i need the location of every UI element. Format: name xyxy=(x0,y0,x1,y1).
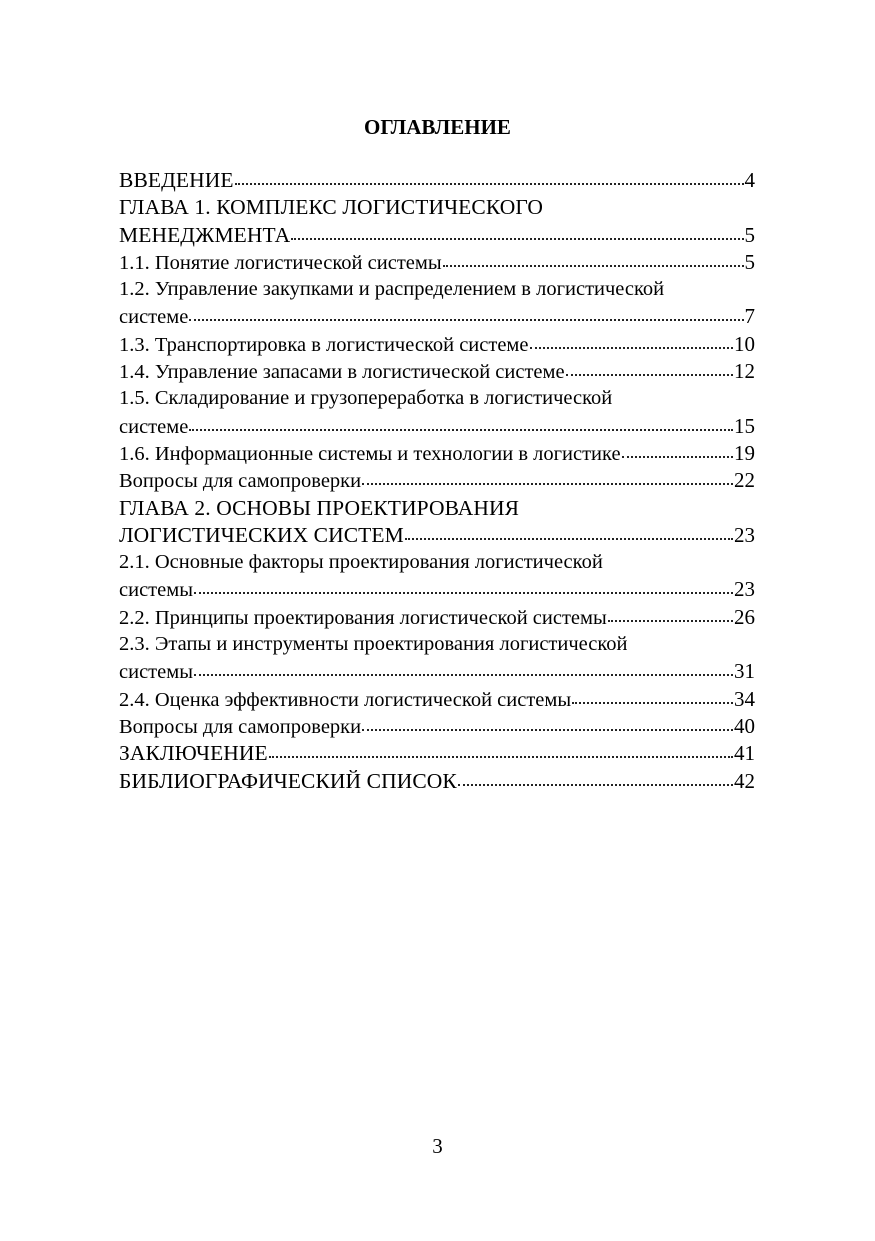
dot-leader xyxy=(269,755,733,758)
toc-entry[interactable] xyxy=(119,576,755,603)
toc-entry-page: 41 xyxy=(734,741,755,766)
toc-entry-page: 34 xyxy=(734,686,755,711)
toc-entry-page: 5 xyxy=(744,222,755,247)
toc-entry-title: 2.4. Оценка эффективности логистической системы xyxy=(119,688,572,711)
toc-entry[interactable] xyxy=(119,658,755,685)
toc-entry-title-line[interactable] xyxy=(119,495,755,522)
dot-leader xyxy=(189,318,743,321)
toc-entry-title: 1.3. Транспортировка в логистической системе xyxy=(119,333,529,356)
dot-leader xyxy=(235,182,744,185)
toc-entry-page: 5 xyxy=(744,249,755,274)
dot-leader xyxy=(362,728,733,731)
toc-entry-title-line[interactable] xyxy=(119,631,755,658)
dot-leader xyxy=(443,264,744,267)
toc-entry-page: 4 xyxy=(744,168,755,192)
dot-leader xyxy=(572,701,733,704)
toc-entry-title: системы xyxy=(119,579,193,602)
toc-entry-title: Вопросы для самопроверки xyxy=(119,715,362,738)
dot-leader xyxy=(194,673,733,676)
toc-entry[interactable] xyxy=(119,222,755,249)
toc-entry[interactable] xyxy=(119,686,755,713)
toc-entry[interactable] xyxy=(119,522,755,549)
toc-entry-page: 15 xyxy=(734,413,755,438)
toc-entry-title-line[interactable] xyxy=(119,276,755,303)
page-number: 3 xyxy=(432,1134,443,1158)
dot-leader xyxy=(362,482,733,485)
toc-entry-page: 12 xyxy=(734,359,755,384)
toc-entry[interactable] xyxy=(119,413,755,440)
dot-leader xyxy=(458,783,733,786)
toc-entry-page: 23 xyxy=(734,522,755,547)
toc-entry-page: 23 xyxy=(734,577,755,602)
dot-leader xyxy=(608,619,733,622)
toc-entry-title: ВВЕДЕНИЕ xyxy=(119,168,234,192)
toc-entry-title: ЛОГИСТИЧЕСКИХ СИСТЕМ xyxy=(119,522,404,547)
toc-entry[interactable] xyxy=(119,331,755,358)
toc-entry-title: МЕНЕДЖМЕНТА xyxy=(119,222,291,247)
toc-entry-title: ГЛАВА 2. ОСНОВЫ ПРОЕКТИРОВАНИЯ xyxy=(119,495,520,520)
toc-entry-title-line[interactable] xyxy=(119,549,755,576)
dot-leader xyxy=(189,428,733,431)
toc-entry[interactable] xyxy=(119,713,755,740)
toc-entry-page: 19 xyxy=(734,440,755,465)
dot-leader xyxy=(405,537,733,540)
toc-entry-title: системе xyxy=(119,415,189,438)
toc-entry-title: 1.5. Складирование и грузопереработка в логистической xyxy=(119,387,613,410)
toc-entry-page: 40 xyxy=(734,713,755,738)
toc-entry-title: 1.6. Информационные системы и технологии в логистике xyxy=(119,442,621,465)
toc-entry[interactable] xyxy=(119,604,755,631)
toc-entry[interactable] xyxy=(119,440,755,467)
toc-entry-title: 2.1. Основные факторы проектирования логистической xyxy=(119,551,603,574)
toc-entry-title: ЗАКЛЮЧЕНИЕ xyxy=(119,741,268,766)
toc-entry-title: 1.1. Понятие логистической системы xyxy=(119,251,442,274)
table-of-contents xyxy=(119,167,755,795)
toc-entry-title: Вопросы для самопроверки xyxy=(119,470,362,493)
toc-entry[interactable] xyxy=(119,249,755,276)
toc-entry-title: БИБЛИОГРАФИЧЕСКИЙ СПИСОК xyxy=(119,768,457,793)
toc-entry[interactable] xyxy=(119,740,755,767)
toc-entry[interactable] xyxy=(119,358,755,385)
toc-entry-page: 31 xyxy=(734,659,755,684)
dot-leader xyxy=(530,346,734,349)
dot-leader xyxy=(566,373,733,376)
toc-entry-title: 2.3. Этапы и инструменты проектирования логистической xyxy=(119,633,628,656)
toc-entry-page: 10 xyxy=(734,331,755,356)
toc-entry-title: системе xyxy=(119,306,189,329)
dot-leader xyxy=(194,591,733,594)
page-title: ОГЛАВЛЕНИЕ xyxy=(364,115,511,139)
toc-entry[interactable] xyxy=(119,167,755,194)
toc-entry-title-line[interactable] xyxy=(119,194,755,221)
toc-entry[interactable] xyxy=(119,768,755,795)
toc-entry[interactable] xyxy=(119,467,755,494)
dot-leader xyxy=(622,455,733,458)
toc-entry-title: 1.2. Управление закупками и распределением в логистической xyxy=(119,278,665,301)
toc-entry-page: 22 xyxy=(734,468,755,493)
toc-entry-title: системы xyxy=(119,661,193,684)
toc-entry-title-line[interactable] xyxy=(119,385,755,412)
toc-entry-title: 2.2. Принципы проектирования логистической системы xyxy=(119,606,607,629)
toc-entry-page: 7 xyxy=(744,304,755,329)
dot-leader xyxy=(291,237,743,240)
toc-entry-page: 26 xyxy=(734,604,755,629)
toc-entry[interactable] xyxy=(119,303,755,330)
toc-entry-title: ГЛАВА 1. КОМПЛЕКС ЛОГИСТИЧЕСКОГО xyxy=(119,195,543,220)
toc-entry-title: 1.4. Управление запасами в логистической системе xyxy=(119,361,565,384)
toc-entry-page: 42 xyxy=(734,768,755,793)
